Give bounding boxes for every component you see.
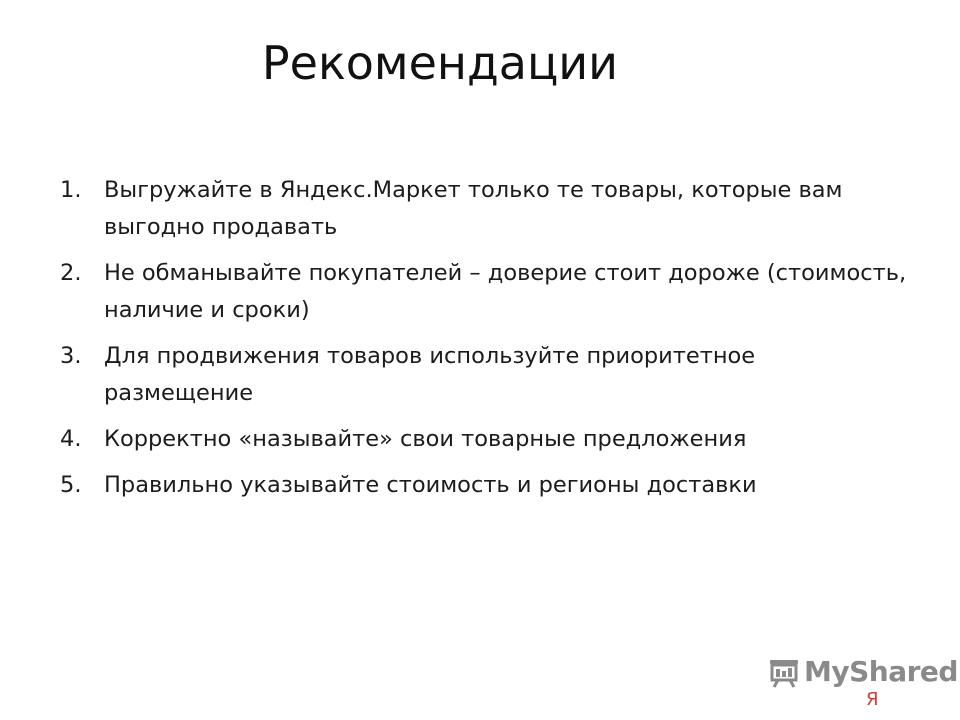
presentation-board-icon <box>768 658 800 692</box>
list-item-number: 5. <box>60 472 82 498</box>
watermark-sub: Я <box>866 689 879 710</box>
list-item-text: Не обманывайте покупателей – доверие стоит дороже (стоимость, наличие и сроки) <box>104 260 907 323</box>
myshared-watermark <box>768 654 958 714</box>
list-item-text: Выгружайте в Яндекс.Маркет только те товары, которые вам выгодно продавать <box>104 177 843 240</box>
list-item-number: 3. <box>60 343 82 369</box>
list-item <box>60 338 910 412</box>
list-item-number: 4. <box>60 426 82 452</box>
list-item <box>60 467 910 504</box>
slide-title: Рекомендации <box>261 36 619 90</box>
list-item-number: 1. <box>60 177 82 203</box>
list-item-number: 2. <box>60 260 82 286</box>
list-item <box>60 421 910 458</box>
list-item <box>60 255 910 329</box>
list-item-text: Правильно указывайте стоимость и регионы доставки <box>104 472 757 498</box>
watermark-text: MyShared <box>804 655 958 688</box>
list-item-text: Корректно «называйте» свои товарные предложения <box>104 426 747 452</box>
list-item-text: Для продвижения товаров используйте приоритетное размещение <box>104 343 756 406</box>
list-item <box>60 172 910 246</box>
recommendations-list <box>60 172 910 513</box>
